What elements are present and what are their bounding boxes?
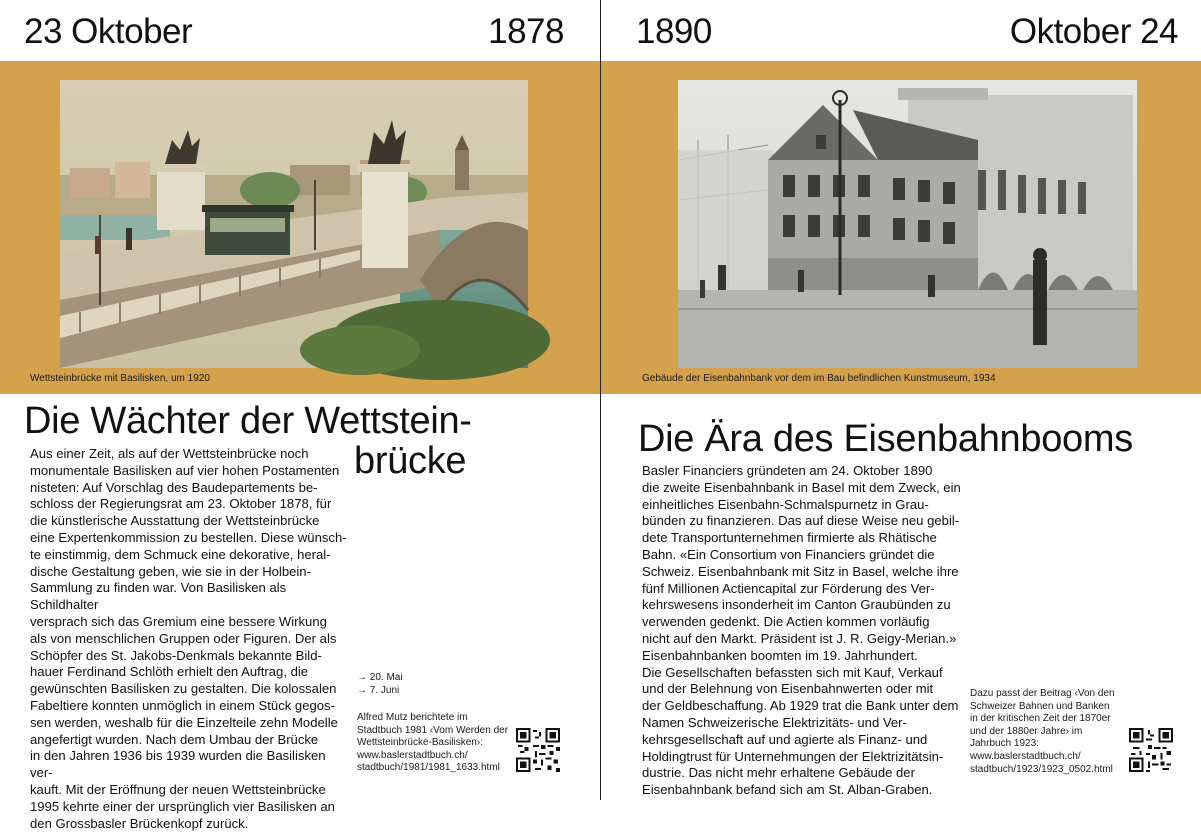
note-line: Schweizer Bahnen und Banken [970, 700, 1110, 712]
left-body-line: kauft. Mit der Eröffnung der neuen Wettsteinbrücke [30, 781, 326, 797]
bridge-photo [60, 80, 528, 368]
right-date: Oktober 24 [1009, 12, 1178, 51]
left-body-line: Sammlung zu finden war. Von Basilisken als Schildhalter [30, 580, 287, 613]
note-line: Wettsteinbrücke-Basilisken›: [357, 737, 483, 749]
note-link-line[interactable]: stadtbuch/1923/1923_0502.html [970, 763, 1113, 775]
right-body-line: kehrswesens insonderheit im Canton Graubünden zu [642, 597, 951, 613]
left-body-line: Fabeltiere konnten unmöglich in einem Stück gegos- [30, 697, 335, 713]
right-body-line: Die Gesellschaften befassten sich mit Kauf, Verkauf [642, 664, 943, 680]
left-body-line: dische Gestaltung geben, wie sie in der Holbein- [30, 563, 311, 579]
right-body-line: einheitliches Eisenbahn-Schmalspurnetz in Grau- [642, 496, 929, 512]
left-date: 23 Oktober [24, 12, 193, 51]
left-body-line: eine Expertenkommission zu bestellen. Diese wünsch- [30, 529, 347, 545]
right-article-body [642, 463, 972, 799]
left-body-line: gewünschten Basilisken zu gestalten. Die kolossalen [30, 681, 337, 697]
right-page [601, 0, 1201, 800]
right-further-reading-note [970, 688, 1140, 776]
right-article-title: Die Ära des Eisenbahnbooms [638, 418, 1133, 460]
note-link-line[interactable]: stadtbuch/1981/1981_1633.html [357, 762, 500, 774]
left-body-line: den Grossbasler Brückenkopf zurück. [30, 815, 249, 831]
left-qr-code-icon[interactable] [516, 728, 560, 772]
right-body-line: der Geldbeschaffung. Ab 1929 trat die Bank unter dem [642, 698, 959, 714]
right-photo-caption: Gebäude der Eisenbahnbank vor dem im Bau befindlichen Kunstmuseum, 1934 [642, 373, 996, 384]
right-body-line: und der Belehnung von Eisenbahnwerten oder mit [642, 681, 934, 697]
note-link-line[interactable]: www.baslerstadtbuch.ch/ [357, 749, 468, 761]
right-body-line: Eisenbahnbanken boomten im 19. Jahrhundert. [642, 647, 918, 663]
left-body-line: als von menschlichen Gruppen oder Figuren. Der als [30, 630, 337, 646]
right-body-line: Namen Schweizerische Elektrizitäts- und Ver- [642, 714, 907, 730]
right-body-line: fünf Millionen Actiencapital zur Förderung des Ver- [642, 580, 935, 596]
note-line: und der 1880er Jahre› im [970, 725, 1083, 737]
left-body-line: 1995 kehrte einer der ursprünglich vier Basilisken an [30, 798, 335, 814]
right-body-line: kehrsgesellschaft auf und agierte als Finanz- und [642, 731, 928, 747]
left-further-reading-note [357, 712, 517, 775]
left-body-line: die künstlerische Ausstattung der Wettsteinbrücke [30, 513, 320, 529]
note-line: in der kritischen Zeit der 1870er [970, 713, 1111, 725]
right-body-line: Holdingtrust für Unternehmungen der Elektrizitätsin- [642, 748, 944, 764]
note-line: Alfred Mutz berichtete im [357, 712, 468, 723]
note-line: Jahrbuch 1923: [970, 738, 1039, 750]
right-body-line: nicht auf den Markt. Präsident ist J. R. Geigy-Merian.» [642, 630, 957, 646]
left-body-line: nisteten: Auf Vorschlag des Baudepartements be- [30, 479, 318, 495]
note-line: Stadtbuch 1981 ‹Vom Werden der [357, 724, 509, 736]
left-year: 1878 [488, 12, 564, 51]
right-body-line: die zweite Eisenbahnbank in Basel mit dem Zweck, ein [642, 479, 961, 495]
left-body-line: sen werden, weshalb für die Einzelteile zehn Modelle [30, 714, 338, 730]
xref-link-7-juni[interactable]: → 7. Juni [357, 684, 400, 696]
left-body-line: monumentale Basilisken auf vier hohen Postamenten [30, 462, 340, 478]
left-cross-references [357, 672, 403, 697]
left-title-line-2: brücke [354, 440, 467, 483]
left-article-body [30, 446, 350, 832]
right-body-line: Eisenbahnbank befand sich am St. Alban-Graben. [642, 782, 933, 798]
left-body-line: in den Jahren 1936 bis 1939 wurden die Basilisken ver- [30, 748, 326, 781]
left-photo-caption: Wettsteinbrücke mit Basilisken, um 1920 [30, 373, 210, 384]
left-body-line: angefertigt wurden. Nach dem Umbau der Brücke [30, 731, 319, 747]
right-body-line: Bahn. «Ein Consortium von Financiers gründet die [642, 546, 935, 562]
note-link-line[interactable]: www.baslerstadtbuch.ch/ [970, 750, 1081, 762]
right-body-line: bünden zu finanzieren. Das auf diese Weise neu gebil- [642, 513, 960, 529]
right-body-line: Basler Financiers gründeten am 24. Oktober 1890 [642, 463, 933, 478]
left-body-line: versprach sich das Gremium eine bessere Wirkung [30, 613, 327, 629]
left-title-line-1: Die Wächter der Wettstein- [24, 400, 472, 442]
right-body-line: dete Transportunternehmen firmierte als Rhätische [642, 530, 937, 546]
left-body-line: Schöpfer des St. Jakobs-Denkmals bekannte Bild- [30, 647, 322, 663]
left-page [0, 0, 600, 831]
left-body-line: Aus einer Zeit, als auf der Wettsteinbrücke noch [30, 446, 309, 461]
right-year: 1890 [636, 12, 712, 51]
note-line: Dazu passt der Beitrag ‹Von den [970, 688, 1115, 699]
left-body-line: schloss der Regierungsrat am 23. Oktober 1878, für [30, 496, 332, 512]
right-body-line: verwenden gedenkt. Die Actien kommen vorläufig [642, 614, 930, 630]
bank-building-photo [678, 80, 1137, 368]
xref-link-20-mai[interactable]: → 20. Mai [357, 672, 403, 683]
right-qr-code-icon[interactable] [1129, 728, 1173, 772]
right-body-line: dustrie. Das nicht mehr erhaltene Gebäude der [642, 765, 915, 781]
left-body-line: hauer Ferdinand Schlöth erhielt den Auftrag, die [30, 664, 309, 680]
left-body-line: te einstimmig, dem Schmuck eine dekorative, heral- [30, 546, 331, 562]
right-body-line: Schweiz. Eisenbahnbank mit Sitz in Basel, welche ihre [642, 563, 959, 579]
